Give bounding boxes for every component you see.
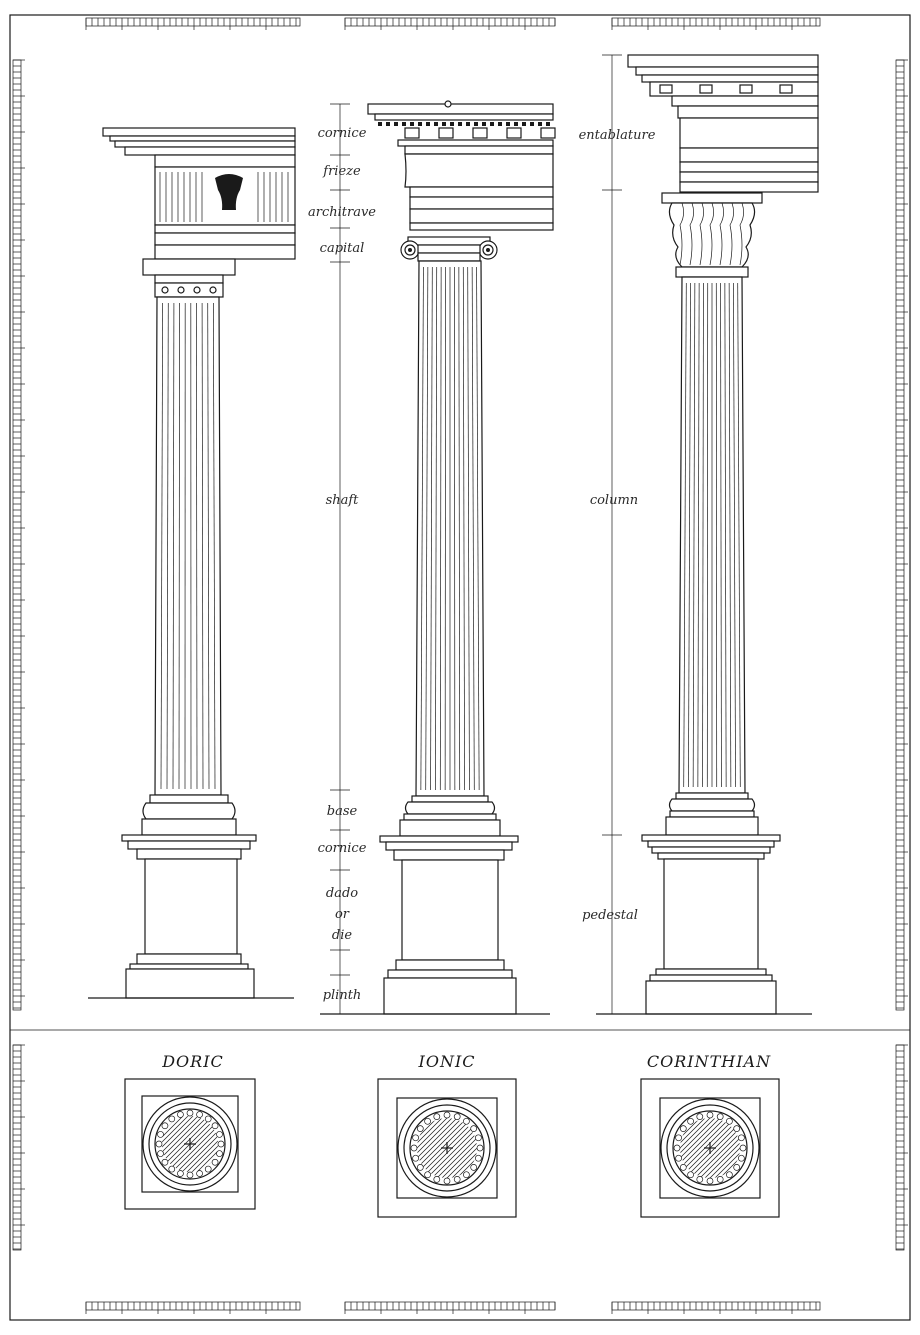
label-architrave: architrave xyxy=(307,205,377,220)
column-plans xyxy=(90,1079,810,1217)
label-frieze: frieze xyxy=(323,164,361,179)
parts-dimension-line xyxy=(308,104,376,1014)
label-pedestal-cornice: cornice xyxy=(317,841,367,856)
ionic-column xyxy=(317,101,555,1014)
label-shaft: shaft xyxy=(325,493,359,508)
label-die: die xyxy=(331,928,353,943)
corinthian-column xyxy=(596,55,818,1014)
doric-column xyxy=(88,128,295,998)
label-base: base xyxy=(326,804,358,819)
order-dimension-line xyxy=(579,55,656,1014)
title-corinthian: CORINTHIAN xyxy=(646,1052,772,1071)
label-entablature: entablature xyxy=(578,128,656,143)
label-or: or xyxy=(334,907,350,922)
label-pedestal: pedestal xyxy=(582,908,638,923)
title-doric: DORIC xyxy=(162,1052,224,1071)
label-capital: capital xyxy=(319,241,365,256)
label-dado: dado xyxy=(325,886,359,901)
label-plinth: plinth xyxy=(322,988,362,1003)
label-cornice: cornice xyxy=(317,126,367,141)
title-ionic: IONIC xyxy=(418,1052,476,1071)
label-column: column xyxy=(589,493,639,508)
